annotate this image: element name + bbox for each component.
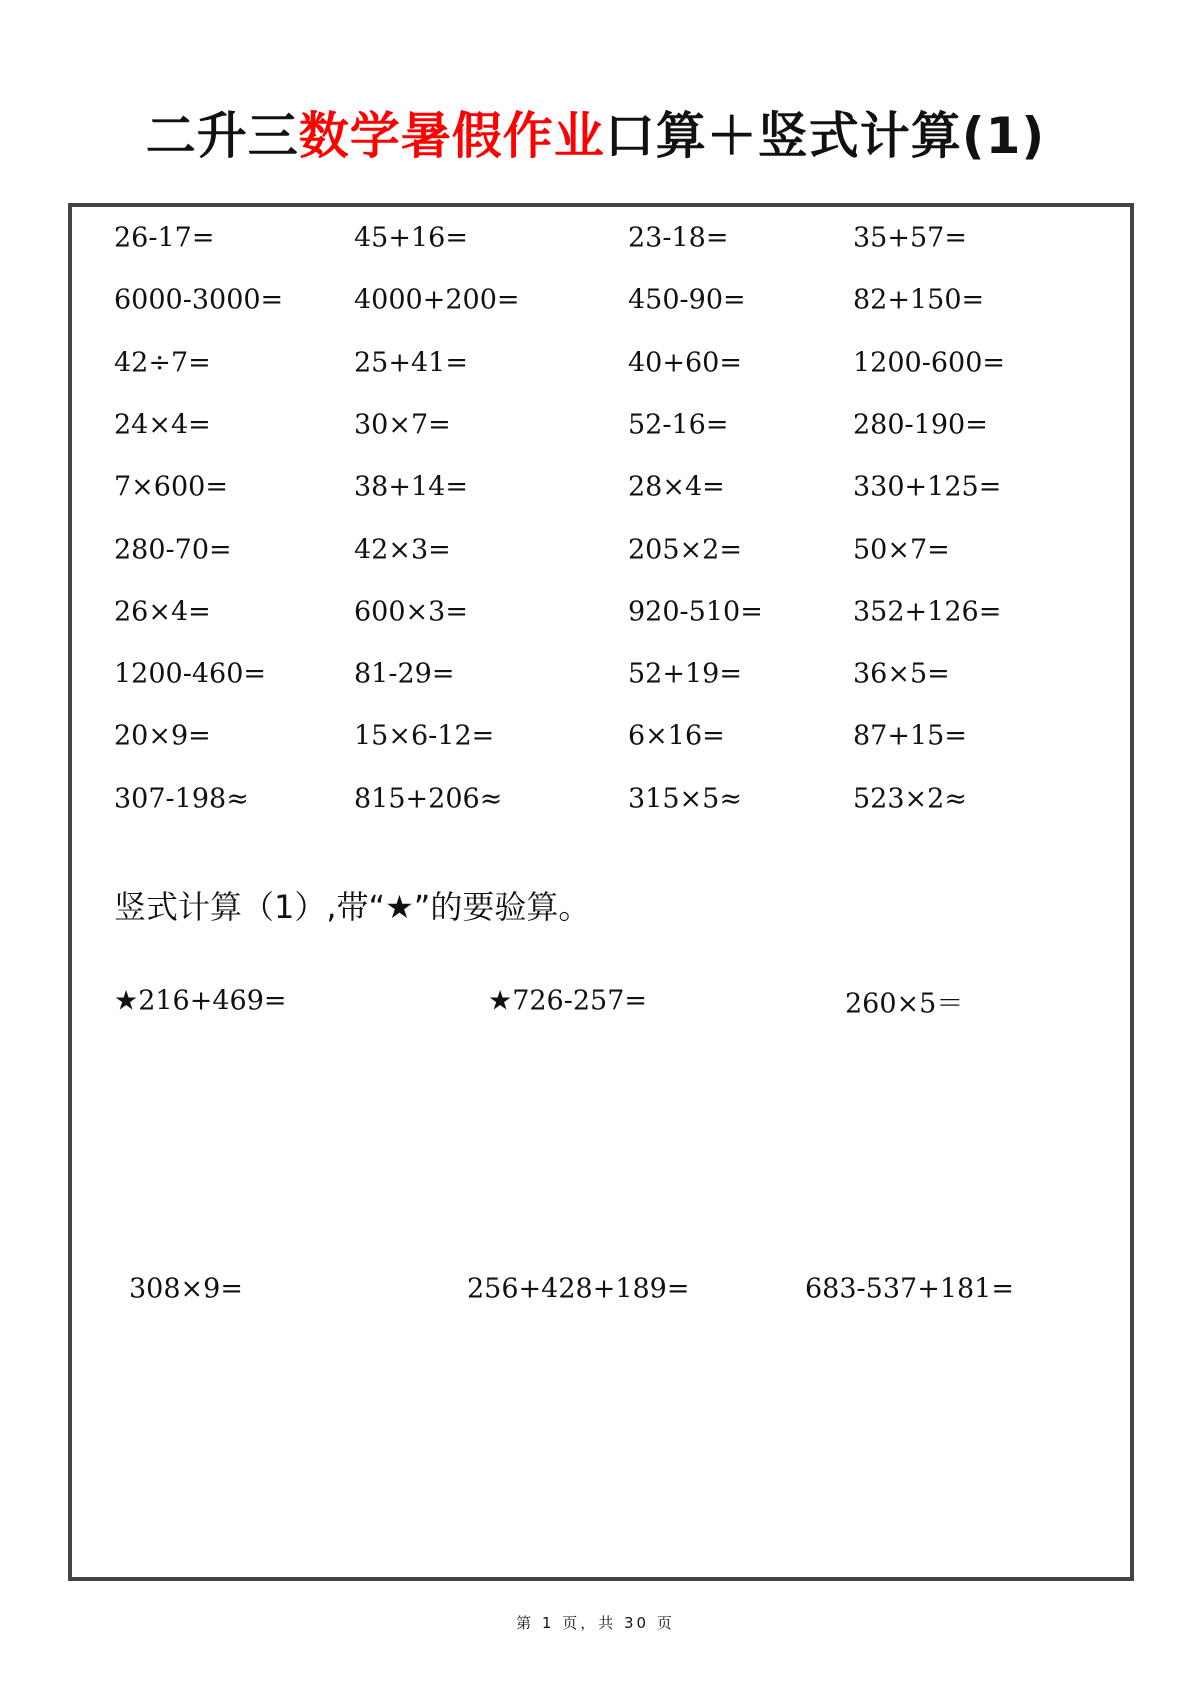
title-topic: 口算＋竖式计算(1) [604,107,1046,165]
oral-problem: 24×4= [114,409,211,441]
oral-problem: 28×4= [628,471,725,503]
oral-problem: 205×2= [628,534,742,565]
oral-problem: 280-70= [114,534,232,565]
oral-problem: 26-17= [114,222,215,254]
oral-problem: 52-16= [628,409,729,441]
oral-problem: 42÷7= [114,347,211,379]
vertical-problem: 683-537+181= [805,1273,1014,1305]
oral-problem: 315×5≈ [628,783,742,815]
oral-problem: 1200-600= [853,347,1005,379]
oral-problem: 920-510= [628,596,763,628]
oral-problem: 35+57= [853,222,967,254]
oral-problem: 4000+200= [354,284,520,316]
oral-problem: 352+126= [853,596,1002,628]
oral-problem: 52+19= [628,658,742,690]
oral-problem: 523×2≈ [853,783,967,815]
oral-problem: 25+41= [354,347,468,379]
oral-problem: 330+125= [853,471,1002,503]
vertical-problem: 308×9= [129,1273,243,1305]
oral-problem: 30×7= [354,409,451,441]
oral-problem: 815+206≈ [354,783,503,815]
oral-problem: 42×3= [354,534,451,565]
vertical-problem: ★726-257= [488,985,648,1017]
oral-problem: 40+60= [628,347,742,379]
oral-problem: 38+14= [354,471,468,503]
oral-problem: 81-29= [354,658,455,690]
title-grade: 二升三 [145,107,299,165]
oral-problem: 6×16= [628,720,725,752]
oral-problem: 50×7= [853,534,950,565]
oral-problem: 82+150= [853,284,985,316]
page-title [0,96,1191,168]
oral-problem: 7×600= [114,471,228,503]
vertical-problem: 256+428+189= [467,1273,690,1305]
oral-problem: 87+15= [853,720,967,752]
title-highlight: 数学暑假作业 [298,107,605,165]
oral-problem: 45+16= [354,222,468,254]
oral-problem: 307-198≈ [114,783,249,815]
oral-problem: 6000-3000= [114,284,284,316]
vertical-calc-heading: 竖式计算（1）,带“★”的要验算。 [114,888,591,926]
oral-problem: 600×3= [354,596,468,628]
oral-problem: 26×4= [114,596,211,628]
page-footer: 第 1 页，共 30 页 [516,1614,675,1632]
oral-problem: 15×6-12= [354,720,495,752]
vertical-problem: 260×5＝ [845,988,964,1020]
oral-problem: 23-18= [628,222,729,254]
vertical-problem: ★216+469= [114,985,287,1017]
oral-problem: 36×5= [853,658,950,690]
oral-problem: 20×9= [114,720,211,752]
oral-problem: 450-90= [628,284,746,316]
oral-problem: 280-190= [853,409,988,441]
oral-problem: 1200-460= [114,658,266,690]
